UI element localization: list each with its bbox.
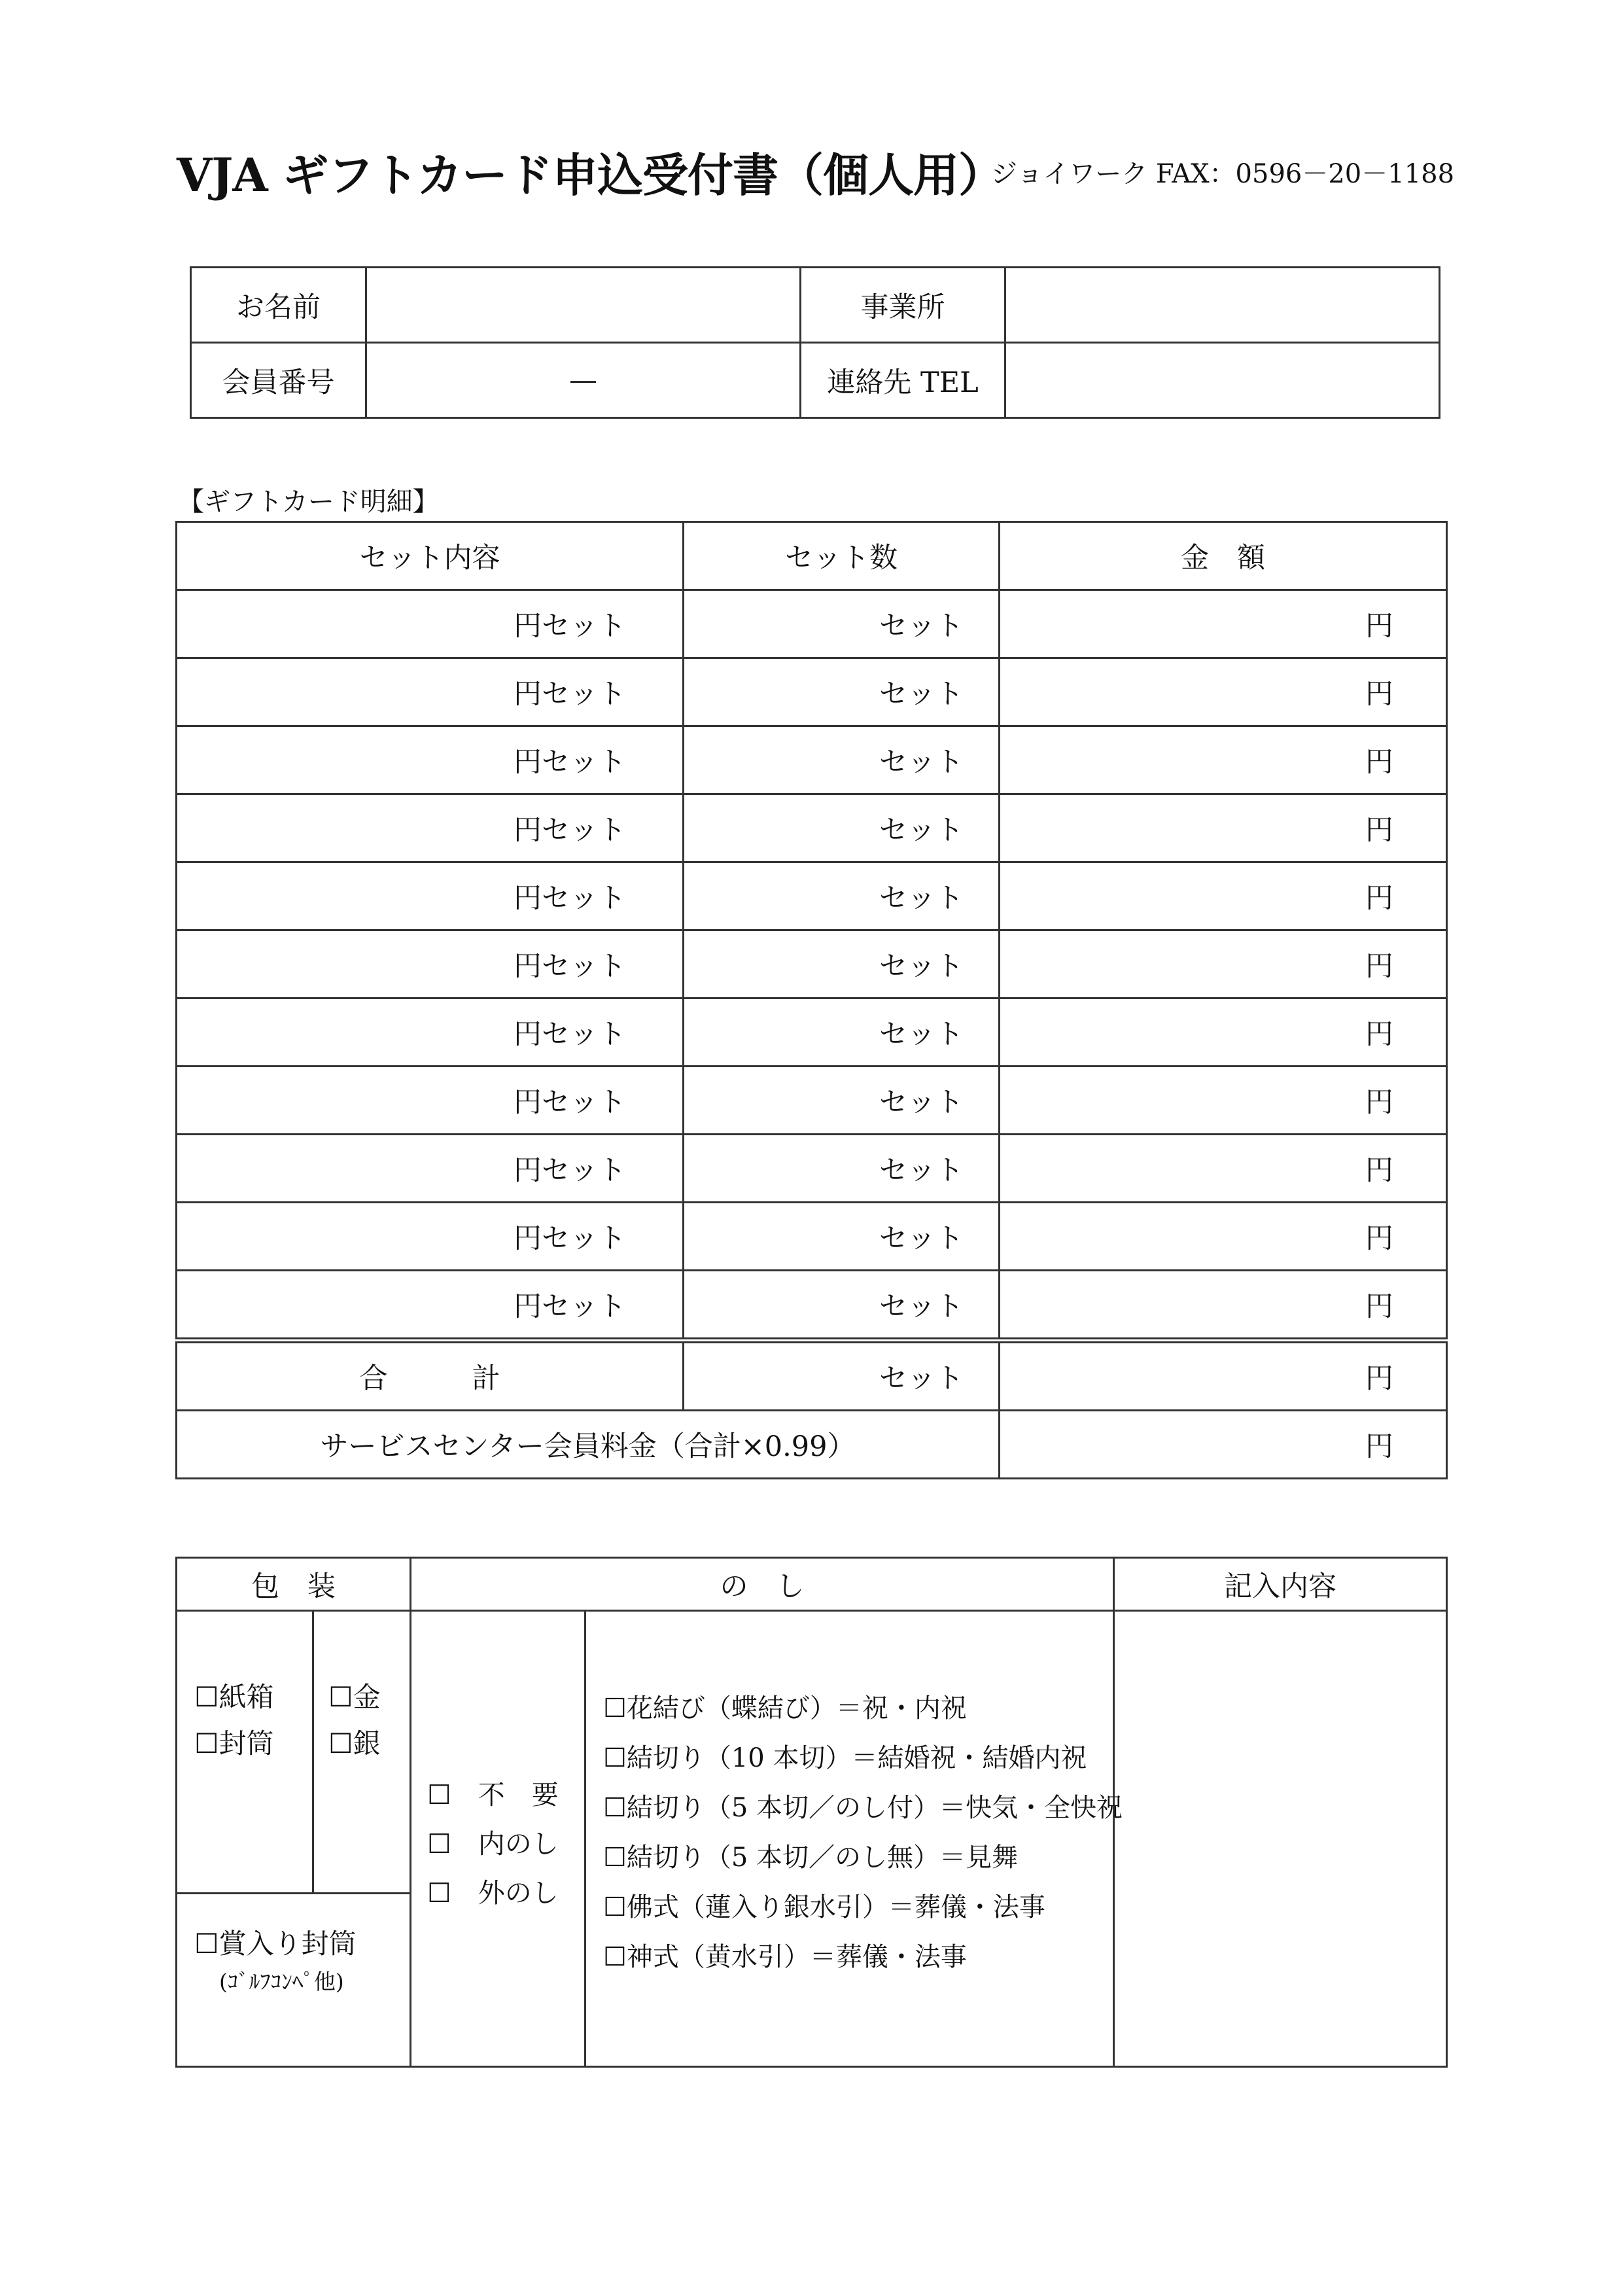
prize-envelope-cell xyxy=(177,1894,411,2067)
header-set-count: セット数 xyxy=(684,522,1000,590)
amount-cell[interactable]: 円 xyxy=(1000,1135,1447,1203)
detail-rows xyxy=(177,590,1447,1341)
amount-cell[interactable]: 円 xyxy=(1000,862,1447,930)
gift-card-detail-table xyxy=(175,521,1448,1479)
detail-row xyxy=(177,1135,1447,1203)
amount-cell[interactable]: 円 xyxy=(1000,658,1447,726)
entry-content-field[interactable] xyxy=(1114,1611,1447,2067)
name-label: お名前 xyxy=(191,268,366,343)
noshi-type-option[interactable]: ☐佛式（蓮入り銀水引）＝葬儀・法事 xyxy=(603,1892,1045,1922)
amount-cell[interactable]: 円 xyxy=(1000,590,1447,658)
entry-header: 記入内容 xyxy=(1114,1558,1447,1611)
wrap-option-box[interactable]: ☐紙箱 xyxy=(194,1681,274,1713)
member-number-label: 会員番号 xyxy=(191,343,366,418)
fax-number: ジョイワーク FAX：0596－20－1188 xyxy=(991,159,1455,189)
set-content-cell[interactable]: 円セット xyxy=(177,794,684,862)
noshi-header: の し xyxy=(411,1558,1114,1611)
set-content-cell[interactable]: 円セット xyxy=(177,998,684,1067)
wrap-type-cell: ☐紙箱 ☐封筒 xyxy=(177,1611,313,1894)
amount-cell[interactable]: 円 xyxy=(1000,726,1447,794)
set-count-cell[interactable]: セット xyxy=(684,862,1000,930)
header-amount: 金 額 xyxy=(1000,522,1447,590)
set-content-cell[interactable]: 円セット xyxy=(177,590,684,658)
amount-cell[interactable]: 円 xyxy=(1000,794,1447,862)
applicant-info-table xyxy=(190,266,1440,419)
set-count-cell[interactable]: セット xyxy=(684,1271,1000,1341)
detail-row xyxy=(177,794,1447,862)
set-count-cell[interactable]: セット xyxy=(684,590,1000,658)
total-count[interactable]: セット xyxy=(684,1341,1000,1411)
set-content-cell[interactable]: 円セット xyxy=(177,1203,684,1271)
set-count-cell[interactable]: セット xyxy=(684,998,1000,1067)
set-count-cell[interactable]: セット xyxy=(684,726,1000,794)
amount-cell[interactable]: 円 xyxy=(1000,1067,1447,1135)
noshi-option-none[interactable]: ☐ 不 要 xyxy=(427,1779,559,1810)
prize-envelope-option[interactable]: ☐賞入り封筒 xyxy=(194,1928,357,1960)
set-content-cell[interactable]: 円セット xyxy=(177,726,684,794)
prize-envelope-note: (ｺﾞﾙﾌｺﾝﾍﾟ他) xyxy=(219,1969,344,1994)
detail-row xyxy=(177,862,1447,930)
noshi-option-cell xyxy=(411,1611,585,2067)
detail-row xyxy=(177,930,1447,998)
noshi-type-option[interactable]: ☐花結び（蝶結び）＝祝・内祝 xyxy=(603,1693,967,1723)
detail-row xyxy=(177,998,1447,1067)
page-title: VJA ギフトカード申込受付書（個人用） xyxy=(177,148,1004,202)
noshi-option-inner[interactable]: ☐ 内のし xyxy=(427,1828,559,1860)
detail-row xyxy=(177,1271,1447,1341)
detail-row xyxy=(177,590,1447,658)
amount-cell[interactable]: 円 xyxy=(1000,1203,1447,1271)
set-count-cell[interactable]: セット xyxy=(684,1203,1000,1271)
set-content-cell[interactable]: 円セット xyxy=(177,930,684,998)
noshi-type-option[interactable]: ☐神式（黄水引）＝葬儀・法事 xyxy=(603,1942,967,1972)
set-content-cell[interactable]: 円セット xyxy=(177,1067,684,1135)
noshi-type-option[interactable]: ☐結切り（5 本切／のし無）＝見舞 xyxy=(603,1843,1019,1873)
member-number-field[interactable]: — xyxy=(366,343,801,418)
member-fee-label: サービスセンター会員料金（合計×0.99） xyxy=(177,1411,1000,1479)
set-count-cell[interactable]: セット xyxy=(684,1135,1000,1203)
set-content-cell[interactable]: 円セット xyxy=(177,1135,684,1203)
office-label: 事業所 xyxy=(801,268,1005,343)
office-field[interactable] xyxy=(1005,268,1440,343)
noshi-type-list xyxy=(586,1684,1123,1982)
noshi-type-cell xyxy=(585,1611,1123,2067)
detail-row xyxy=(177,658,1447,726)
member-fee-amount[interactable]: 円 xyxy=(1000,1411,1447,1479)
wrapping-table xyxy=(175,1557,1448,2068)
amount-cell[interactable]: 円 xyxy=(1000,998,1447,1067)
noshi-type-option[interactable]: ☐結切り（5 本切／のし付）＝快気・全快祝 xyxy=(603,1793,1123,1823)
header-set-content: セット内容 xyxy=(177,522,684,590)
wrap-color-cell: ☐金 ☐銀 xyxy=(313,1611,411,1894)
wrap-header: 包 装 xyxy=(177,1558,411,1611)
amount-cell[interactable]: 円 xyxy=(1000,930,1447,998)
set-count-cell[interactable]: セット xyxy=(684,930,1000,998)
set-count-cell[interactable]: セット xyxy=(684,658,1000,726)
name-field[interactable] xyxy=(366,268,801,343)
set-count-cell[interactable]: セット xyxy=(684,1067,1000,1135)
total-label: 合 計 xyxy=(177,1341,684,1411)
detail-row xyxy=(177,726,1447,794)
set-content-cell[interactable]: 円セット xyxy=(177,658,684,726)
color-option-gold[interactable]: ☐金 xyxy=(328,1681,381,1713)
tel-label: 連絡先 TEL xyxy=(801,343,1005,418)
noshi-type-option[interactable]: ☐結切り（10 本切）＝結婚祝・結婚内祝 xyxy=(603,1743,1087,1773)
detail-row xyxy=(177,1203,1447,1271)
set-content-cell[interactable]: 円セット xyxy=(177,1271,684,1341)
total-amount[interactable]: 円 xyxy=(1000,1341,1447,1411)
detail-row xyxy=(177,1067,1447,1135)
tel-field[interactable] xyxy=(1005,343,1440,418)
noshi-option-outer[interactable]: ☐ 外のし xyxy=(427,1877,559,1909)
amount-cell[interactable]: 円 xyxy=(1000,1271,1447,1341)
gift-card-detail-label: 【ギフトカード明細】 xyxy=(178,487,439,517)
set-content-cell[interactable]: 円セット xyxy=(177,862,684,930)
set-count-cell[interactable]: セット xyxy=(684,794,1000,862)
